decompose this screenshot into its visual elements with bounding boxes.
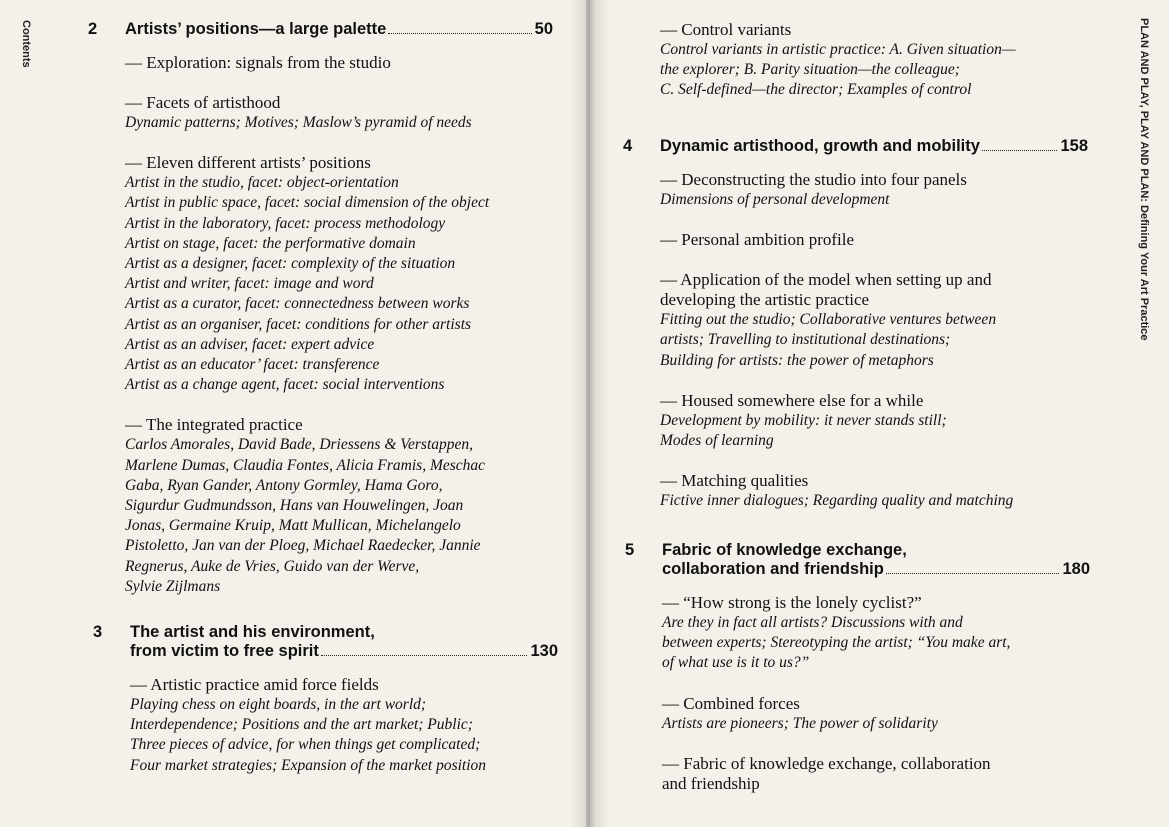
section-subtopics <box>660 40 1088 101</box>
subtopic-line: Fictive inner dialogues; Regarding quality and matching <box>660 492 1014 510</box>
subtopic-line: Artist on stage, facet: the performative domain <box>125 234 416 252</box>
subtopic-line: Artist as a designer, facet: complexity of the situation <box>125 255 456 273</box>
chapter-heading[interactable] <box>88 20 553 39</box>
section-subtopics <box>662 613 1090 674</box>
subtopic-line: Carlos Amorales, David Bade, Driessens & Verstappen, <box>125 436 474 454</box>
section-title[interactable] <box>125 153 553 173</box>
chapter-3 <box>93 623 558 776</box>
subtopic-line: between experts; Stereotyping the artist; “You make art, <box>662 634 1011 652</box>
chapter-page-number: 50 <box>534 20 553 38</box>
section-title-line: and friendship <box>662 773 760 793</box>
section-title[interactable] <box>660 230 1088 250</box>
toc-section <box>660 391 1088 451</box>
section-title[interactable] <box>125 53 553 73</box>
section-title-line: — Housed somewhere else for a while <box>660 390 924 410</box>
toc-section <box>130 675 558 776</box>
chapter-3-continued <box>660 20 1088 101</box>
toc-section <box>660 471 1088 511</box>
chapter-title-line <box>130 642 558 661</box>
section-title[interactable] <box>662 754 1090 794</box>
chapter-5 <box>625 541 1090 794</box>
subtopic-line: Are they in fact all artists? Discussions with and <box>662 614 963 631</box>
chapter-title-text: collaboration and friendship <box>662 560 884 578</box>
section-subtopics <box>662 714 1090 734</box>
chapter-2 <box>88 20 553 597</box>
subtopic-line: Marlene Dumas, Claudia Fontes, Alicia Framis, Meschac <box>125 456 486 474</box>
chapter-heading[interactable] <box>625 541 1090 579</box>
chapter-title-text: The artist and his environment, <box>130 623 375 641</box>
toc-section <box>125 93 553 133</box>
chapter-page-number: 180 <box>1062 560 1090 578</box>
chapter-title-line <box>130 623 558 642</box>
chapter-title-line <box>660 137 1088 156</box>
subtopic-line: the explorer; B. Parity situation—the colleague; <box>660 61 960 79</box>
subtopic-line: Artist as an adviser, facet: expert advice <box>125 335 375 353</box>
section-subtopics <box>660 310 1088 371</box>
subtopic-line: Artist in the laboratory, facet: process methodology <box>125 214 446 232</box>
section-title[interactable] <box>660 170 1088 190</box>
section-title[interactable] <box>130 675 558 695</box>
section-title-line: — Facets of artisthood <box>125 93 281 112</box>
section-title-line: — Personal ambition profile <box>660 230 855 250</box>
section-title[interactable] <box>662 694 1090 714</box>
chapter-4 <box>623 137 1088 511</box>
chapter-title-text: Artists’ positions—a large palette <box>125 20 387 38</box>
subtopic-line: of what use is it to us?” <box>662 654 810 672</box>
subtopic-line: Artist in public space, facet: social dimension of the object <box>125 194 490 212</box>
subtopic-line: Playing chess on eight boards, in the art world; <box>130 696 427 713</box>
subtopic-line: Interdependence; Positions and the art market; Public; <box>130 716 473 734</box>
chapter-page-number: 158 <box>1060 137 1088 155</box>
toc-section <box>662 754 1090 794</box>
section-title[interactable] <box>125 93 553 113</box>
subtopic-line: Four market strategies; Expansion of the market position <box>130 756 487 774</box>
section-title-line: — Exploration: signals from the studio <box>125 53 391 72</box>
subtopic-line: Jonas, Germaine Kruip, Matt Mullican, Michelangelo <box>125 517 461 535</box>
subtopic-line: Artist as an educator’ facet: transference <box>125 356 380 374</box>
section-title-line: developing the artistic practice <box>660 290 870 310</box>
chapter-title-text: Fabric of knowledge exchange, <box>662 541 907 559</box>
toc-section <box>125 53 553 73</box>
running-head-right: PLAN AND PLAY, PLAY AND PLAN: Defining Your Art Practice <box>1138 18 1150 341</box>
section-title-line: — The integrated practice <box>125 415 303 435</box>
toc-section <box>660 270 1088 371</box>
section-subtopics <box>130 695 558 776</box>
subtopic-line: Artist and writer, facet: image and word <box>125 275 374 293</box>
subtopic-line: Gaba, Ryan Gander, Antony Gormley, Hama Goro, <box>125 476 443 494</box>
toc-section <box>125 415 553 597</box>
subtopic-line: Artist as a curator, facet: connectedness between works <box>125 295 470 313</box>
toc-section <box>660 20 1088 101</box>
subtopic-line: Artist as an organiser, facet: conditions for other artists <box>125 315 472 333</box>
section-title[interactable] <box>125 415 553 435</box>
section-subtopics <box>125 113 553 133</box>
chapter-heading[interactable] <box>623 137 1088 156</box>
leader-dots <box>388 33 531 34</box>
subtopic-line: C. Self-defined—the director; Examples of control <box>660 81 972 99</box>
subtopic-line: Fitting out the studio; Collaborative ventures between <box>660 311 997 329</box>
section-title-line: — Control variants <box>660 20 792 39</box>
subtopic-line: Sylvie Zijlmans <box>125 577 221 595</box>
chapter-title-line <box>662 560 1090 579</box>
subtopic-line: Control variants in artistic practice: A. Given situation— <box>660 41 1016 58</box>
section-subtopics <box>125 435 553 597</box>
chapter-title-line <box>125 20 553 39</box>
toc-section <box>662 694 1090 734</box>
chapter-title-text: Dynamic artisthood, growth and mobility <box>660 137 980 155</box>
subtopic-line: Building for artists: the power of metaphors <box>660 351 934 369</box>
toc-section <box>662 593 1090 674</box>
chapter-number: 4 <box>623 137 633 155</box>
section-title-line: — Eleven different artists’ positions <box>125 153 371 173</box>
section-title-line: — Application of the model when setting up and <box>660 270 992 290</box>
section-title[interactable] <box>660 391 1088 411</box>
section-subtopics <box>660 411 1088 451</box>
section-title-line: — Artistic practice amid force fields <box>130 675 379 694</box>
chapter-title-text: from victim to free spirit <box>130 642 319 660</box>
section-title-line: — Fabric of knowledge exchange, collaboration <box>662 753 991 773</box>
section-title-line: — Combined forces <box>662 693 800 713</box>
subtopic-line: Dynamic patterns; Motives; Maslow’s pyramid of needs <box>125 114 472 131</box>
section-title-line: — Matching qualities <box>660 471 809 491</box>
section-subtopics <box>125 173 553 395</box>
subtopic-line: Modes of learning <box>660 432 774 450</box>
chapter-number: 5 <box>625 541 635 559</box>
chapter-page-number: 130 <box>530 642 558 660</box>
running-head-left: Contents <box>20 20 32 68</box>
subtopic-line: Artists are pioneers; The power of solidarity <box>662 714 938 732</box>
subtopic-line: Regnerus, Auke de Vries, Guido van der Werve, <box>125 557 420 575</box>
subtopic-line: artists; Travelling to institutional destinations; <box>660 331 951 349</box>
section-title[interactable] <box>660 471 1088 491</box>
subtopic-line: Dimensions of personal development <box>660 191 890 208</box>
subtopic-line: Artist in the studio, facet: object-orientation <box>125 174 399 192</box>
toc-section <box>660 230 1088 250</box>
subtopic-line: Sigurdur Gudmundsson, Hans van Houwelingen, Joan <box>125 497 464 515</box>
chapter-number: 2 <box>88 20 98 38</box>
section-title[interactable] <box>660 270 1088 310</box>
subtopic-line: Pistoletto, Jan van der Ploeg, Michael Raedecker, Jannie <box>125 537 481 555</box>
section-title[interactable] <box>660 20 1088 40</box>
subtopic-line: Development by mobility: it never stands still; <box>660 411 947 429</box>
subtopic-line: Artist as a change agent, facet: social interventions <box>125 376 445 394</box>
toc-section <box>125 153 553 395</box>
section-title[interactable] <box>662 593 1090 613</box>
section-title-line: — Deconstructing the studio into four panels <box>660 170 967 189</box>
subtopic-line: Three pieces of advice, for when things get complicated; <box>130 736 481 754</box>
leader-dots <box>886 573 1060 574</box>
section-subtopics <box>660 491 1088 511</box>
leader-dots <box>321 655 528 656</box>
leader-dots <box>982 150 1058 151</box>
chapter-title-line <box>662 541 1090 560</box>
chapter-number: 3 <box>93 623 103 641</box>
section-title-line: — “How strong is the lonely cyclist?” <box>662 593 922 612</box>
section-subtopics <box>660 190 1088 210</box>
chapter-heading[interactable] <box>93 623 558 661</box>
toc-section <box>660 170 1088 210</box>
